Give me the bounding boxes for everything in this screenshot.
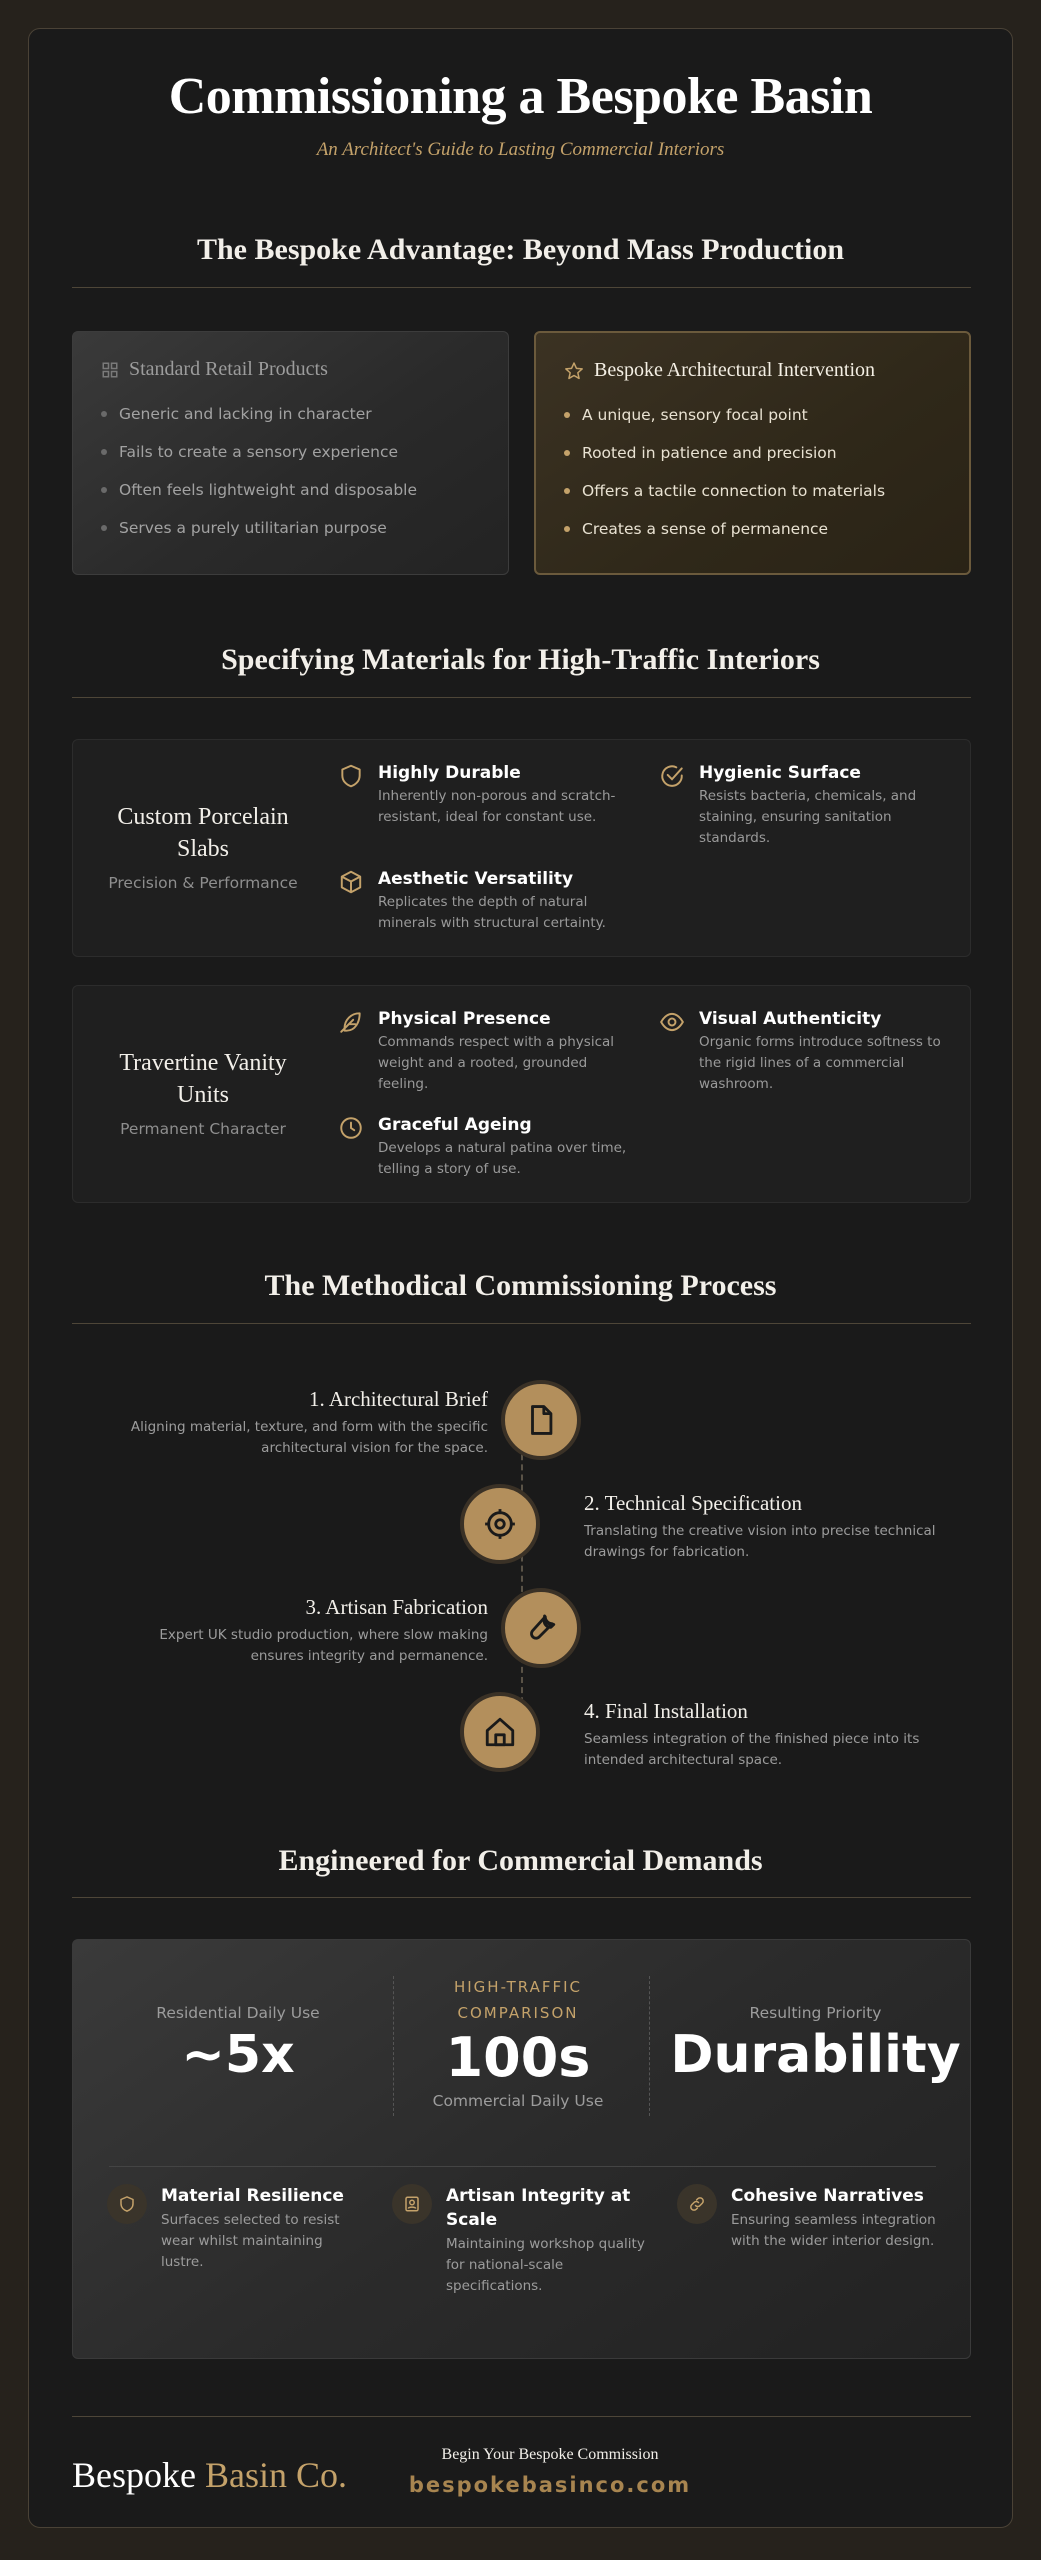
advantage-section-title: The Bespoke Advantage: Beyond Mass Production xyxy=(196,233,845,266)
pillar-description: Ensuring seamless integration with the wider interior design. xyxy=(731,2212,936,2249)
pillar-description: Surfaces selected to resist wear whilst maintaining lustre. xyxy=(161,2212,340,2270)
feature-highly-durable xyxy=(338,762,638,828)
shield-icon xyxy=(118,2195,136,2213)
bespoke-intervention-heading xyxy=(564,359,941,382)
feature-description: Resists bacteria, chemicals, and staining, ensuring sanitation standards. xyxy=(699,788,917,846)
stat-divider xyxy=(649,1976,650,2116)
list-item: Often feels lightweight and disposable xyxy=(101,479,480,501)
travertine-name: Travertine Vanity Units xyxy=(119,1050,287,1108)
cube-icon xyxy=(338,869,364,895)
feature-title: Highly Durable xyxy=(378,763,521,783)
pillar-badge xyxy=(392,2184,432,2224)
step-title: 3. Artisan Fabrication xyxy=(305,1595,488,1619)
feature-description: Develops a natural patina over time, telling a story of use. xyxy=(378,1140,627,1177)
step-2 xyxy=(584,1489,944,1563)
cta-label: Begin Your Bespoke Commission xyxy=(441,2446,659,2463)
brand-accent: Basin Co. xyxy=(204,2455,347,2495)
star-icon xyxy=(564,361,584,381)
list-item: A unique, sensory focal point xyxy=(564,404,941,426)
bespoke-intervention-label: Bespoke Architectural Intervention xyxy=(594,359,876,381)
step-1-marker xyxy=(501,1380,581,1460)
step-4-marker xyxy=(460,1692,540,1772)
travertine-card xyxy=(72,985,971,1203)
check-circle-icon xyxy=(659,763,685,789)
stat-value: ~5x xyxy=(181,2025,295,2085)
demands-section-title: Engineered for Commercial Demands xyxy=(278,1844,763,1877)
bespoke-intervention-card xyxy=(534,331,971,575)
document-icon xyxy=(524,1403,558,1437)
list-item: Creates a sense of permanence xyxy=(564,518,941,540)
feature-visual-authenticity xyxy=(659,1008,959,1095)
step-2-marker xyxy=(460,1484,540,1564)
list-item: Offers a tactile connection to materials xyxy=(564,480,941,502)
section-divider xyxy=(72,287,971,288)
feature-graceful-ageing xyxy=(338,1114,638,1180)
standard-products-card xyxy=(72,331,509,575)
badge-icon xyxy=(403,2195,421,2213)
feature-title: Physical Presence xyxy=(378,1009,551,1029)
feature-description: Commands respect with a physical weight and a rooted, grounded feeling. xyxy=(378,1034,615,1092)
feature-title: Graceful Ageing xyxy=(378,1115,532,1135)
section-divider xyxy=(72,1323,971,1324)
wrench-icon xyxy=(524,1611,558,1645)
brand-logo xyxy=(72,2454,347,2496)
website-link[interactable]: bespokebasinco.com xyxy=(408,2473,692,2497)
stat-label: Residential Daily Use xyxy=(156,2004,320,2022)
feature-aesthetic-versatility xyxy=(338,868,638,934)
step-3-marker xyxy=(501,1588,581,1668)
stat-value: Durability xyxy=(670,2025,961,2085)
feature-title: Hygienic Surface xyxy=(699,763,861,783)
feature-title: Aesthetic Versatility xyxy=(378,869,574,889)
standard-products-label: Standard Retail Products xyxy=(129,358,328,380)
step-description: Translating the creative vision into precise technical drawings for fabrication. xyxy=(584,1523,936,1560)
list-item: Rooted in patience and precision xyxy=(564,442,941,464)
feature-description: Inherently non-porous and scratch-resistant, ideal for constant use. xyxy=(378,788,616,825)
feather-icon xyxy=(338,1009,364,1035)
pillar-badge xyxy=(677,2184,717,2224)
section-divider xyxy=(72,1897,971,1898)
stat-label: Commercial Daily Use xyxy=(432,2092,604,2110)
porcelain-summary xyxy=(73,740,333,956)
feature-description: Organic forms introduce softness to the rigid lines of a commercial washroom. xyxy=(699,1034,941,1092)
clock-icon xyxy=(338,1115,364,1141)
list-item: Fails to create a sensory experience xyxy=(101,441,480,463)
pillar-title: Material Resilience xyxy=(161,2186,344,2206)
home-icon xyxy=(483,1715,517,1749)
bespoke-intervention-list xyxy=(564,404,941,540)
grid-icon xyxy=(101,361,119,379)
stat-residential xyxy=(113,2002,363,2086)
step-1 xyxy=(128,1385,488,1459)
pillar-artisan-integrity xyxy=(392,2184,652,2297)
shield-icon xyxy=(338,763,364,789)
porcelain-tagline: Precision & Performance xyxy=(108,874,298,892)
step-4 xyxy=(584,1697,944,1771)
travertine-tagline: Permanent Character xyxy=(120,1120,286,1138)
step-title: 2. Technical Specification xyxy=(584,1491,802,1515)
page-title: Commissioning a Bespoke Basin xyxy=(168,68,873,125)
process-section-title: The Methodical Commissioning Process xyxy=(264,1269,777,1302)
section-divider xyxy=(72,697,971,698)
stat-priority xyxy=(663,2002,968,2086)
list-item: Generic and lacking in character xyxy=(101,403,480,425)
target-icon xyxy=(483,1507,517,1541)
feature-title: Visual Authenticity xyxy=(699,1009,882,1029)
porcelain-card xyxy=(72,739,971,957)
porcelain-name: Custom Porcelain Slabs xyxy=(117,804,289,862)
step-description: Aligning material, texture, and form with the specific architectural vision for the space. xyxy=(130,1419,488,1456)
demands-card xyxy=(72,1939,971,2359)
infographic-page xyxy=(28,28,1013,2528)
link-icon xyxy=(688,2195,706,2213)
feature-hygienic-surface xyxy=(659,762,959,849)
pillar-title: Artisan Integrity at Scale xyxy=(446,2186,631,2230)
stat-commercial xyxy=(413,1974,623,2112)
brand-primary: Bespoke xyxy=(72,2455,196,2495)
stats-divider xyxy=(109,2166,936,2167)
list-item: Serves a purely utilitarian purpose xyxy=(101,517,480,539)
step-title: 4. Final Installation xyxy=(584,1699,748,1723)
pillar-cohesive-narratives xyxy=(677,2184,937,2252)
stat-eyebrow: HIGH-TRAFFIC COMPARISON xyxy=(453,1978,583,2022)
materials-section-title: Specifying Materials for High-Traffic Interiors xyxy=(221,643,820,676)
feature-description: Replicates the depth of natural minerals with structural certainty. xyxy=(378,894,606,931)
feature-physical-presence xyxy=(338,1008,638,1095)
stat-value: 100s xyxy=(445,2026,591,2089)
pillar-material-resilience xyxy=(107,2184,367,2273)
page-subtitle: An Architect's Guide to Lasting Commercial Interiors xyxy=(316,139,725,160)
step-3 xyxy=(128,1593,488,1667)
footer-cta xyxy=(375,2443,725,2503)
eye-icon xyxy=(659,1009,685,1035)
pillar-description: Maintaining workshop quality for national-scale specifications. xyxy=(446,2236,645,2294)
standard-products-heading xyxy=(101,358,480,381)
stat-divider xyxy=(393,1976,394,2116)
step-description: Seamless integration of the finished piece into its intended architectural space. xyxy=(584,1731,920,1768)
stat-label: Resulting Priority xyxy=(749,2004,882,2022)
step-title: 1. Architectural Brief xyxy=(308,1387,488,1411)
standard-products-list xyxy=(101,403,480,539)
travertine-summary xyxy=(73,986,333,1202)
pillar-title: Cohesive Narratives xyxy=(731,2186,924,2206)
step-description: Expert UK studio production, where slow making ensures integrity and permanence. xyxy=(159,1627,488,1664)
footer-divider xyxy=(72,2416,971,2417)
pillar-badge xyxy=(107,2184,147,2224)
